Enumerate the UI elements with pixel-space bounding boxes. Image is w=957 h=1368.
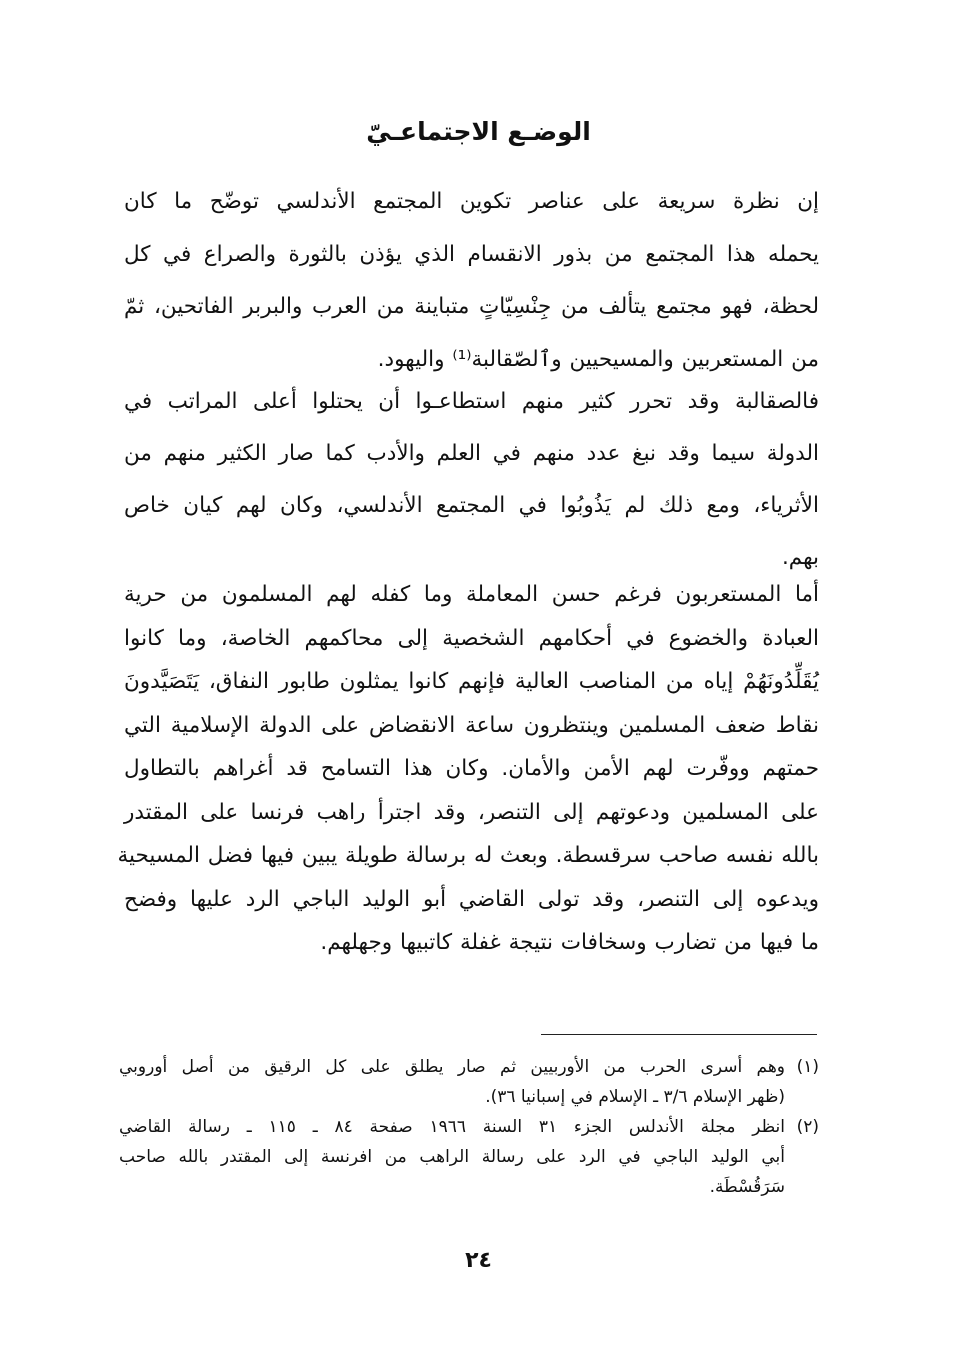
footnote-line: سَرَقُسْطَة.: [709, 1177, 785, 1197]
footnote-number: (٢): [796, 1117, 819, 1137]
paragraph-line: فالصقالبة وقد تحرر كثير منهم استطاعـوا أن يحتلوا أعلى المراتب في: [124, 389, 819, 414]
footnotes: [119, 1052, 819, 1202]
paragraph-line: من المستعربين والمسيحيين وٱلصّقالبة⁽¹⁾ واليهود.: [377, 346, 819, 372]
paragraph-line: يُقَلِّدُونَهُمْ إياه من المناصب العالية فإنهم كانوا يمثلون طابور النفاق، يَتَصَيَّدونَ: [124, 669, 819, 694]
paragraph-line: ما فيها من تضارب وسخافات نتيجة غفلة كاتبيها وجهلهم.: [320, 930, 819, 955]
paragraph-line: العبادة والخضوع في أحكامهم الشخصية إلى محاكمهم الخاصة، وما كانوا: [124, 625, 819, 651]
paragraph-line: أما المستعربون فرغم حسن المعاملة وما كفله لهم المسلمون من حرية: [124, 582, 819, 607]
paragraph-line: إن نظرة سريعة على عناصر تكوين المجتمع الأندلسي توضّح ما كان: [124, 189, 819, 214]
page-title: الوضـع الاجتماعـيّ: [366, 117, 591, 146]
footnote-line: (ظهر الإسلام ٣/٦ ـ الإسلام في إسبانيا ٣٦).: [485, 1087, 785, 1107]
paragraph-line: الأثرياء، ومع ذلك لم يَذُوبُوا في المجتمع الأندلسي، وكان لهم كيان خاص: [124, 493, 819, 518]
footnote-2: [119, 1112, 819, 1202]
paragraph-line: نقاط ضعف المسلمين وينتظرون ساعة الانقضاض على الدولة الإسلامية التي: [124, 712, 819, 738]
paragraph-line: يحمله هذا المجتمع من بذور الانقسام الذي يؤذن بالثورة والصراع في كل: [124, 241, 819, 267]
footnote-text: انظر مجلة الأندلس الجزء ٣١ السنة ١٩٦٦ صفحة ٨٤ ـ ١١٥ ـ رسالة القاضي: [119, 1117, 785, 1137]
paragraph-line: بالله نفسه صاحب سرقسطة. وبعث له برسالة طويلة يبين فيها فضل المسيحية: [117, 843, 819, 868]
footnote-line: [119, 1052, 819, 1082]
footnote-text: وهم أسرى الحرب من الأوربيين ثم صار يطلق على كل الرقيق من أصل أوروبي: [119, 1057, 785, 1077]
paragraph-line: حمتهم ووفّرت لهم الأمن والأمان. وكان هذا التسامح قد أغراهم بالتطاول: [124, 756, 819, 781]
footnote-1: [119, 1052, 819, 1112]
paragraph-1: [124, 176, 819, 386]
paragraph-line: الدولة سيما وقد نبغ عدد منهم في العلم والأدب كما صار الكثير منهم من: [124, 441, 819, 466]
paragraph-2: [124, 376, 819, 584]
paragraph-3: [117, 573, 819, 965]
paragraph-line: على المسلمين ودعوتهم إلى التنصر، وقد اجترأ راهب فرنسا على المقتدر: [124, 799, 819, 825]
footnote-line: أبي الوليد الباجي في الرد على رسالة الراهب من افرنسة إلى المقتدر بالله صاحب: [119, 1147, 785, 1167]
footnote-separator: [541, 1034, 817, 1035]
footnote-line: [119, 1112, 819, 1142]
footnote-number: (١): [796, 1057, 819, 1077]
paragraph-line: لحظة، فهو مجتمع يتألف من جِنْسِيّاتٍ متباينة من العرب والبربر الفاتحين، ثمّ: [124, 294, 819, 319]
paragraph-line: بهم.: [781, 545, 819, 570]
paragraph-line: ويدعوه إلى التنصر، وقد تولى القاضي أبو الوليد الباجي الرد عليها وفضح: [124, 886, 819, 912]
page-number: ٢٤: [465, 1248, 492, 1273]
